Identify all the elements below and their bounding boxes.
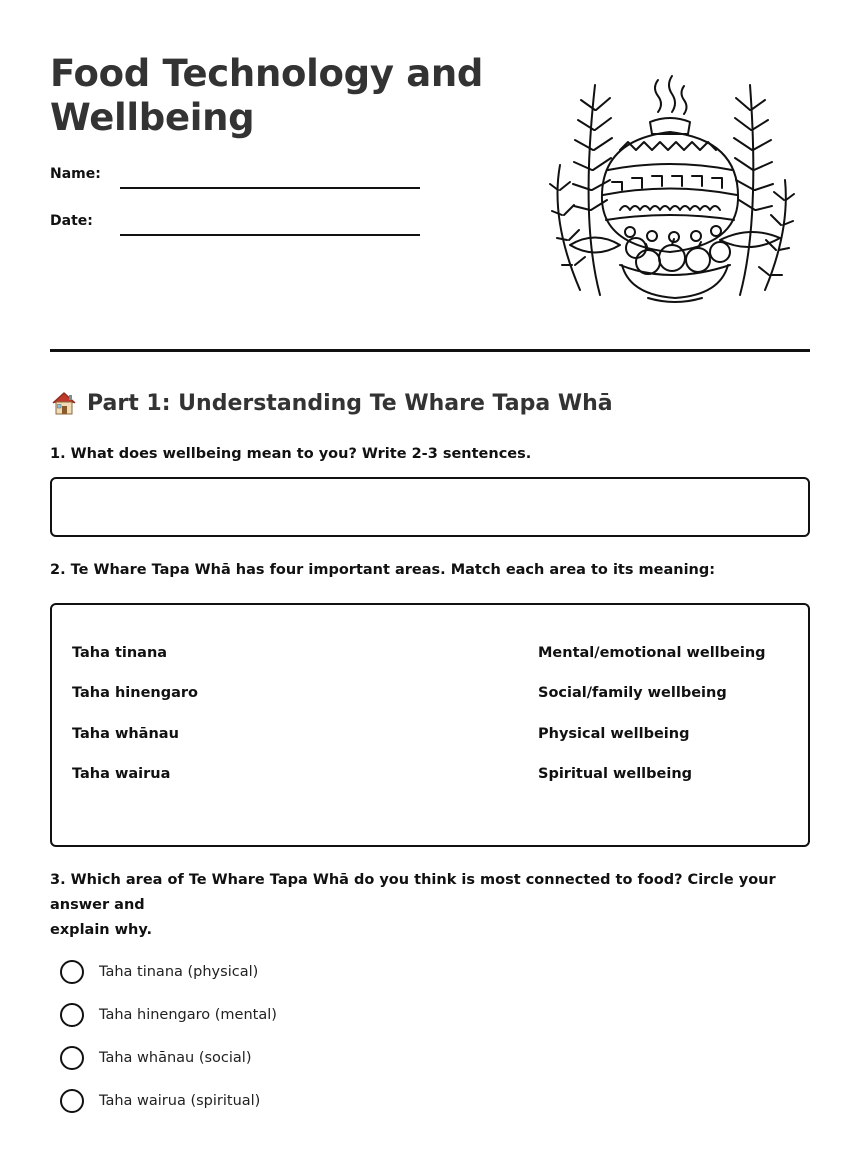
radio-circle[interactable] — [60, 960, 84, 984]
title-line-1: Food Technology and — [50, 52, 484, 95]
pot-illustration-icon — [540, 70, 800, 310]
match-term[interactable]: Taha hinengaro — [72, 685, 199, 701]
option-label: Taha tinana (physical) — [99, 964, 259, 980]
house-icon — [50, 389, 78, 417]
matching-box — [50, 603, 810, 847]
section-divider — [50, 349, 810, 352]
question-3 — [50, 868, 815, 943]
radio-circle[interactable] — [60, 1003, 84, 1027]
match-meaning[interactable]: Spiritual wellbeing — [538, 766, 693, 782]
title-line-2: Wellbeing — [50, 96, 255, 139]
option-label: Taha whānau (social) — [99, 1050, 252, 1066]
part1-heading-text: Part 1: Understanding Te Whare Tapa Whā — [87, 390, 613, 416]
date-field[interactable] — [120, 234, 420, 236]
option-taha-hinengaro[interactable] — [60, 1002, 277, 1028]
match-meaning[interactable]: Mental/emotional wellbeing — [538, 645, 766, 661]
match-term[interactable]: Taha whānau — [72, 726, 179, 742]
question-3-line-2: explain why. — [50, 922, 153, 938]
part1-heading — [50, 389, 613, 417]
question-1-answer-box[interactable] — [50, 477, 810, 537]
option-taha-wairua[interactable] — [60, 1088, 260, 1114]
name-field[interactable] — [120, 187, 420, 189]
option-label: Taha hinengaro (mental) — [99, 1007, 277, 1023]
option-taha-whanau[interactable] — [60, 1045, 252, 1071]
question-1: 1. What does wellbeing mean to you? Write 2-3 sentences. — [50, 446, 532, 462]
match-meaning[interactable]: Social/family wellbeing — [538, 685, 727, 701]
question-3-line-1: 3. Which area of Te Whare Tapa Whā do you think is most connected to food? Circle your answer and — [50, 872, 776, 913]
name-label: Name: — [50, 166, 101, 182]
option-label: Taha wairua (spiritual) — [99, 1093, 261, 1109]
option-taha-tinana[interactable] — [60, 959, 258, 985]
match-meaning[interactable]: Physical wellbeing — [538, 726, 690, 742]
worksheet-title — [50, 52, 483, 140]
match-term[interactable]: Taha tinana — [72, 645, 168, 661]
question-2: 2. Te Whare Tapa Whā has four important areas. Match each area to its meaning: — [50, 562, 716, 578]
radio-circle[interactable] — [60, 1089, 84, 1113]
match-term[interactable]: Taha wairua — [72, 766, 171, 782]
radio-circle[interactable] — [60, 1046, 84, 1070]
date-label: Date: — [50, 213, 93, 229]
